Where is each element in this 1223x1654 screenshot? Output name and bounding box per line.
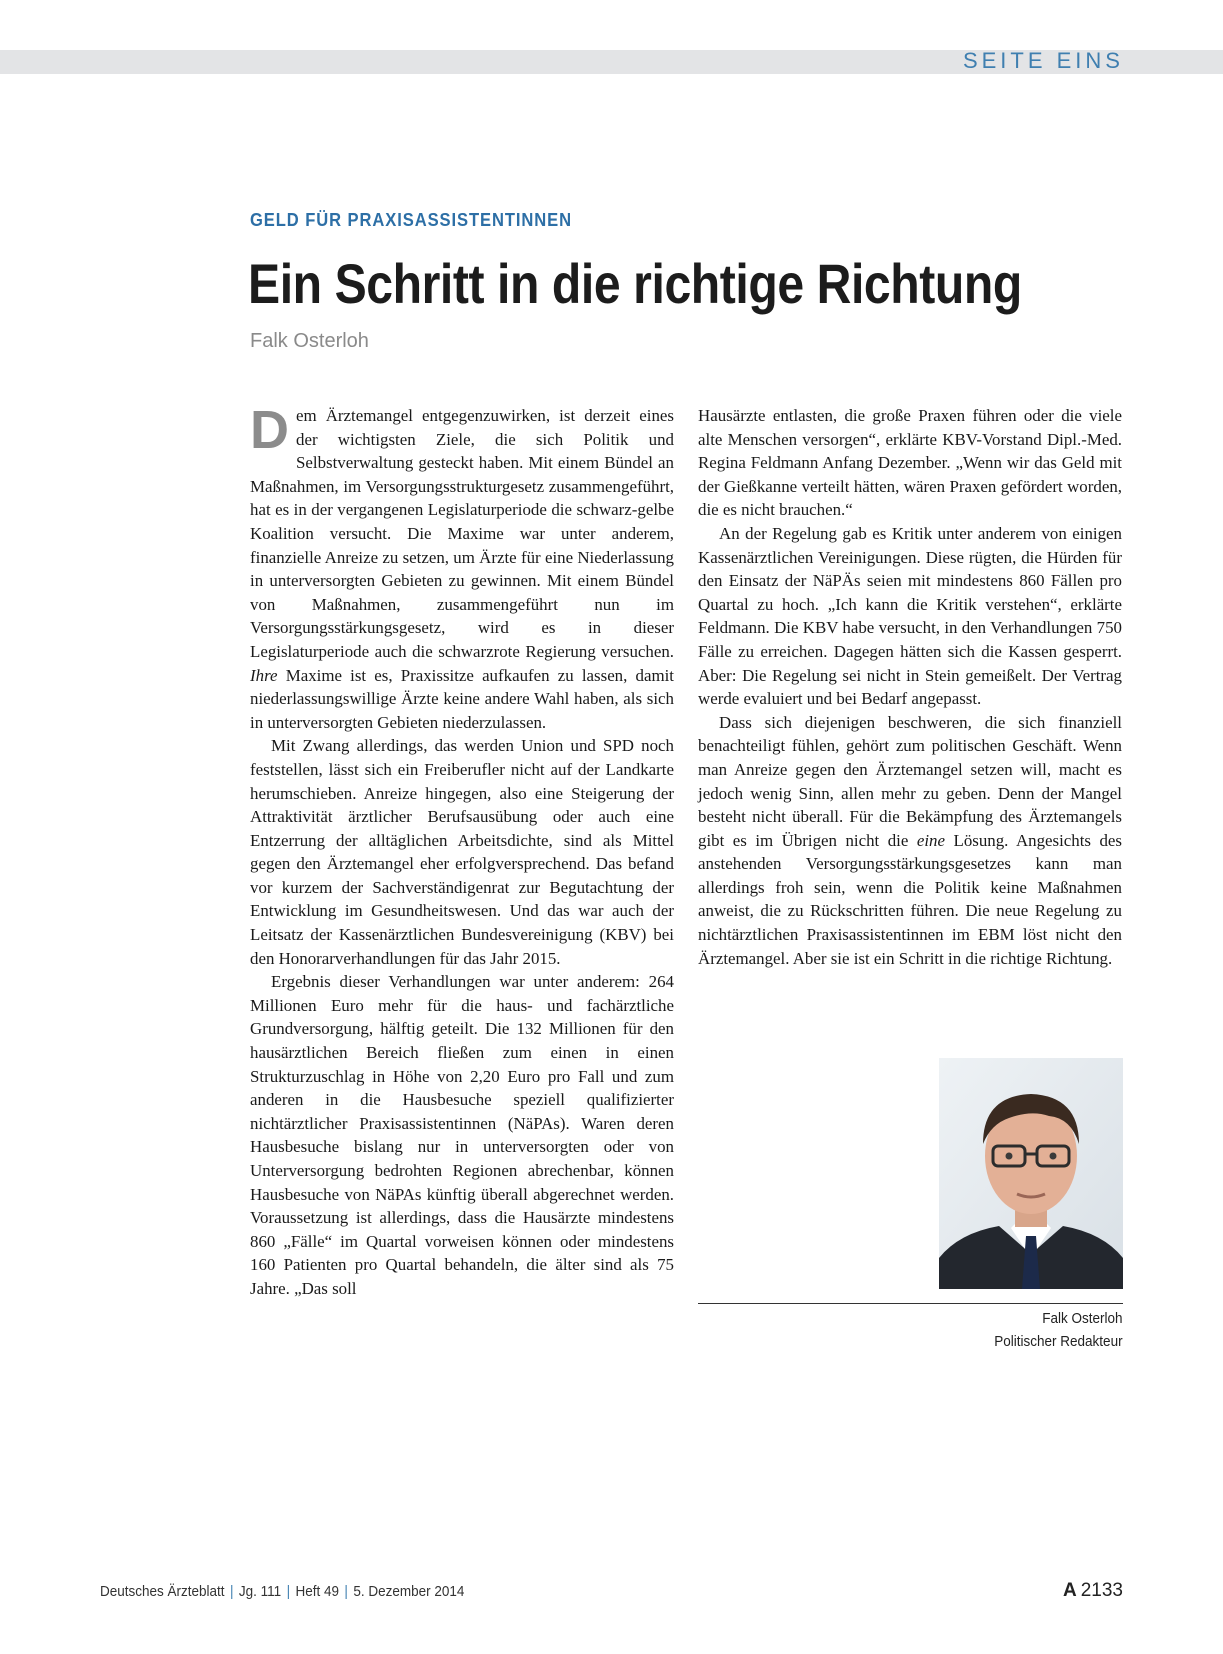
page-number: A 2133 [1062,1580,1123,1601]
portrait-caption [995,1307,1123,1353]
article-title: Ein Schritt in die richtige Richtung [248,252,1022,315]
footer-publication: Deutsches Ärzteblatt [100,1583,225,1600]
article-column-right [698,404,1122,970]
paragraph-2: Mit Zwang allerdings, das werden Union und SPD noch feststellen, lässt sich ein Freiberufler nicht auf der Landkarte herumschieben. Anreize hingegen, also eine Steigerung der Attraktivität ärztlicher Berufsausübung oder auch eine Entzerrung der alltäglichen Arbeitsdichte, sind als Mittel gegen den Ärztemangel eher erfolgversprechend. Das befand vor kurzem der Sachverständigenrat zur Begutachtung der Entwicklung im Gesundheitswesen. Und das war auch der Leitsatz der Kassenärztlichen Bundesvereinigung (KBV) bei den Honorarverhandlungen für das Jahr 2015. [250,736,674,968]
drop-cap: D [250,400,289,460]
paragraph-4: An der Regelung gab es Kritik unter anderem von einigen Kassenärztlichen Vereinigungen. Diese rügten, die Hürden für den Einsatz der NäPÄs seien mit mindestens 860 Fällen pro Quartal zu hoch. „Ich kann die Kritik verstehen“, erklärte Feldmann. Die KBV habe versucht, in den Verhandlungen 750 Fälle zu erreichen. Dagegen hätten sich die Kassen gesperrt. Aber: Die Regelung sei nicht in Stein gemeißelt. Der Vertrag werde evaluiert und bei Bedarf angepasst. [698,523,1122,709]
footer-separator: | [344,1583,348,1600]
caption-rule [698,1303,1123,1304]
article-column-left [250,400,674,1301]
page-footer [100,1583,464,1600]
footer-issue: Heft 49 [295,1583,340,1600]
paragraph-1: Dem Ärztemangel entgegenzuwirken, ist derzeit eines der wichtigsten Ziele, die sich Politik und Selbstverwaltung gesteckt haben. Mit einem Bündel an Maßnahmen, im Versorgungsstrukturgesetz zusammengeführt, hat es in der vergangenen Legislaturperiode die schwarz-gelbe Koalition versucht. Die Maxime war unter anderem, finanzielle Anreize zu setzen, um Ärzte für eine Niederlassung in unterversorgten Gebieten zu gewinnen. Mit einem Bündel von Maßnahmen, zusammengeführt nun im Versorgungsstärkungsgesetz, wird es in dieser Legislaturperiode auch die schwarzrote Regierung versuchen. Ihre Maxime ist es, Praxissitze aufkaufen zu lassen, damit niederlassungswillige Ärzte keine andere Wahl haben, als sich in unterversorgten Gebieten niederzulassen. [250,400,674,732]
footer-separator: | [286,1583,291,1600]
article-kicker: GELD FÜR PRAXISASSISTENTINNEN [250,210,573,230]
footer-separator: | [229,1583,234,1600]
footer-volume: Jg. 111 [238,1583,282,1600]
footer-date: 5. Dezember 2014 [353,1583,465,1600]
caption-name: Falk Osterloh [1042,1310,1123,1327]
caption-role: Politischer Redakteur [994,1333,1123,1350]
section-label: SEITE EINS [962,48,1124,73]
paragraph-5: Dass sich diejenigen beschweren, die sich finanziell benachteiligt fühlen, gehört zum politischen Geschäft. Wenn man Anreize gegen den Ärztemangel setzen will, macht es jedoch wenig Sinn, allen mehr zu geben. Denn der Mangel besteht nicht überall. Für die Bekämpfung des Ärztemangels gibt es im Übrigen nicht die eine Lösung. Angesichts des anstehenden Versorgungsstärkungsgesetzes kann man allerdings froh sein, wenn die Politik keine Maßnahmen anweist, die zu Rückschritten führen. Die neue Regelung zu nichtärztlichen Praxisassistentinnen im EBM löst nicht den Ärztemangel. Aber sie ist ein Schritt in die richtige Richtung. [698,712,1123,968]
author-portrait-photo [939,1058,1123,1289]
article-author: Falk Osterloh [250,330,369,352]
paragraph-3: Ergebnis dieser Verhandlungen war unter anderem: 264 Millionen Euro mehr für die haus- und fachärztliche Grundversorgung, hälftig geteilt. Die 132 Millionen für den hausärztlichen Bereich fließen zum einen in einen Strukturzuschlag in Höhe von 2,20 Euro pro Fall und zum anderen in die Hausbesuche speziell qualifizierter nichtärztlicher Praxisassistentinnen (NäPAs). Waren deren Hausbesuche bislang nur in unterversorgten oder von Unterversorgung bedrohten Regionen abrechenbar, können Hausbesuche von NäPAs künftig überall abgerechnet werden. Voraussetzung ist allerdings, dass die Hausärzte mindestens 860 „Fälle“ im Quartal vorweisen können oder mindestens 160 Patienten pro Quartal behandeln, die älter sind als 75 Jahre. „Das soll [250,972,674,1298]
page-prefix: A [1062,1580,1077,1601]
paragraph-3-continued: Hausärzte entlasten, die große Praxen führen oder die viele alte Menschen versorgen“, erklärte KBV-Vorstand Dipl.-Med. Regina Feldmann Anfang Dezember. „Wenn wir das Geld mit der Gießkanne verteilt hätten, wären Praxen gefördert worden, die es nicht brauchen.“ [698,406,1122,520]
